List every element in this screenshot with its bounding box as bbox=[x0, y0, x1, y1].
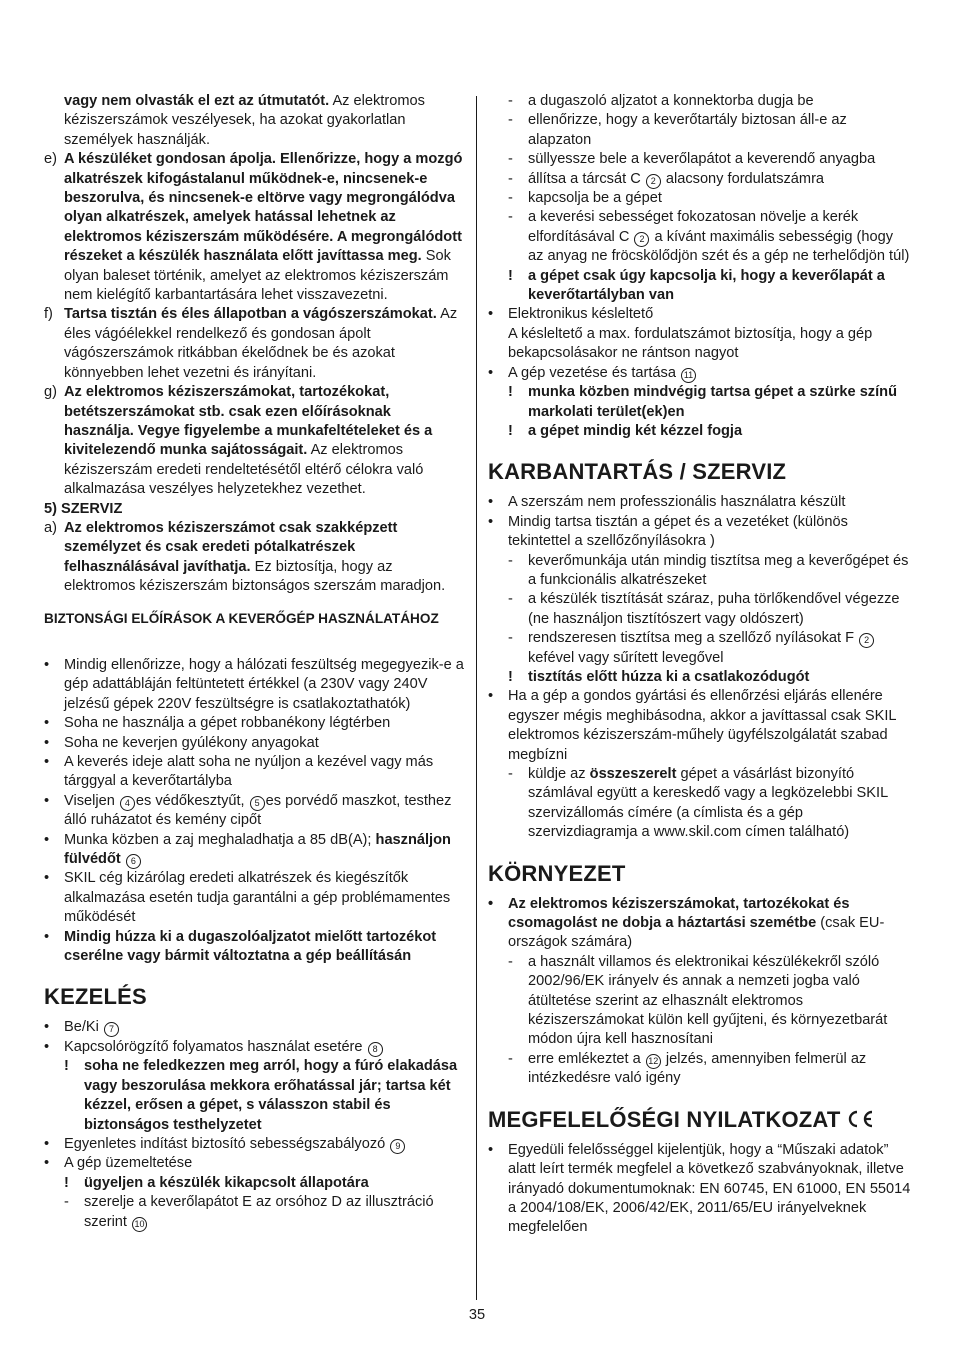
warning-item: ! tisztítás előtt húzza ki a csatlakozódugót bbox=[508, 668, 810, 685]
dash-item: - süllyessze bele a keverőlapátot a keverendő anyagba bbox=[508, 151, 876, 168]
dash-item: - a használt villamos és elektronikai készülékekről szóló 2002/96/EK irányelv és annak a nemzeti jogba való átültetése szerint az elhasznált elektromos kéziszerszámokat külön kell gyűjteni, és környezetbarát módon újra kell hasznosítani bbox=[508, 953, 888, 1048]
bullet-item: • Egyenletes indítást biztosító sebességszabályozó 9 bbox=[44, 1135, 464, 1154]
bullet-item: • Soha ne használja a gépet robbanékony légtérben bbox=[44, 715, 391, 732]
bullet-item: • A keverés ideje alatt soha ne nyúljon a kezével vagy más tárggyal a keverőtartályba bbox=[44, 754, 434, 790]
dash-item: - a dugaszoló aljzatot a konnektorba dugja be bbox=[508, 93, 814, 109]
warning-item: ! a gépet mindig két kézzel fogja bbox=[508, 422, 743, 439]
bullet-item: • SKIL cég kizárólag eredeti alkatrészek és kiegészítők alkalmazása esetén tudja garantálni a gép problémamentes működését bbox=[44, 870, 451, 926]
warning-item: ! a gépet csak úgy kapcsolja ki, hogy a keverőlapát a keverőtartályban van bbox=[508, 267, 885, 304]
circled-number-icon: 2 bbox=[859, 633, 874, 648]
circled-number-icon: 11 bbox=[681, 368, 696, 383]
dash-item: - a készülék tisztítását száraz, puha törlőkendővel végezze (ne használjon tisztítószert vagy oldószert) bbox=[508, 591, 900, 627]
circled-number-icon: 12 bbox=[646, 1054, 661, 1069]
circled-number-icon: 5 bbox=[250, 796, 265, 811]
bullet-item: • Kapcsolórögzítő folyamatos használat esetére 8 bbox=[44, 1038, 464, 1057]
circled-number-icon: 2 bbox=[634, 232, 649, 247]
dash-item: - erre emlékeztet a 12 jelzés, amennyiben felmerül az intézkedésre való igény bbox=[508, 1050, 867, 1087]
warning-item: ! soha ne feledkezzen meg arról, hogy a fúró elakadása vagy beszorulása mekkora erőhatással jár; tartsa két kézzel, erősen a gépet, s válasszon stabil és biztonságos testhelyzetet bbox=[64, 1058, 458, 1133]
ce-mark-icon bbox=[845, 1109, 875, 1129]
bullet-item: • Viseljen 4 es védőkesztyűt, 5 es porvédő maszkot, testhez álló ruházatot és kemény cipőt bbox=[44, 792, 452, 829]
bullet-item: • Be/Ki 7 bbox=[44, 1018, 464, 1037]
dash-item: - a keverési sebességet fokozatosan növelje a kerék elfordításával C 2 a kívánt maximális sebességig (hogy az anyag ne fröcskölődjön szét és a gép ne terhelődjön túl) bbox=[508, 209, 910, 265]
circled-number-icon: 4 bbox=[120, 796, 135, 811]
section-title-karbantartas: KARBANTARTÁS / SZERVIZ bbox=[488, 459, 787, 485]
section-title-kezeles: KEZELÉS bbox=[44, 984, 147, 1010]
bullet-item: • Mindig ellenőrizze, hogy a hálózati feszültség megegyezik-e a gép adattábláján feltüntetett értékkel (a 230V vagy 240V jelzésű gépek 220V feszültségre is csatlakoztathatók) bbox=[44, 656, 464, 712]
left-column bbox=[44, 92, 464, 1232]
circled-number-icon: 8 bbox=[368, 1042, 383, 1057]
dash-item: - küldje az összeszerelt gépet a vásárlást bizonyító számlával együtt a kereskedő vagy a legközelebbi SKIL szervizállomás címére (a címlista és a gép szervizdiagramja a www.skil.com címen található) bbox=[508, 766, 888, 841]
bullet-item: • A szerszám nem professzionális használatra készült bbox=[488, 494, 846, 511]
safety-heading: BIZTONSÁGI ELŐÍRÁSOK A KEVERŐGÉP HASZNÁLATÁHOZ bbox=[44, 610, 439, 626]
bullet-item: • Munka közben a zaj meghaladhatja a 85 dB(A); használjon fülvédőt 6 bbox=[44, 831, 451, 868]
bullet-item: • Soha ne keverjen gyúlékony anyagokat bbox=[44, 734, 319, 751]
bullet-item: • A gép vezetése és tartása 11 bbox=[488, 364, 912, 383]
right-column bbox=[488, 92, 912, 1238]
dash-item: - rendszeresen tisztítsa meg a szellőző nyílásokat F 2 kefével vagy sűrített levegővel bbox=[508, 629, 912, 668]
list-item-f: f) Tartsa tisztán és éles állapotban a vágószerszámokat. Az éles vágóélekkel rendelkező és gondosan ápolt vágószerszámok ritkábban ékelődnek be és azokat könnyebben lehet vezetni és irányítani. bbox=[44, 306, 458, 381]
bullet-item: • Az elektromos kéziszerszámokat, tartozékokat és csomagolást ne dobja a háztartási szemétbe (csak EU-országok számára) bbox=[488, 895, 885, 951]
list-item-a: a) Az elektromos kéziszerszámot csak szakképzett személyzet és csak eredeti pótalkatrészek felhasználásával javíthatja. Ez biztosítja, hogy az elektromos kéziszerszám biztonságos szerszám maradjon. bbox=[44, 519, 446, 595]
circled-number-icon: 10 bbox=[132, 1217, 147, 1232]
column-divider bbox=[476, 96, 477, 1300]
list-item-e: e) A készüléket gondosan ápolja. Ellenőrizze, hogy a mozgó alkatrészek kifogástalanul működnek-e, nincsenek-e beszorulva, és nincsenek-e eltörve vagy megrongálódva olyan alkatrészek, amelyek hatással lehetnek az elektromos kéziszerszám működésére. A megrongálódott részeket a készülék használata előtt javíttassa meg. Sok olyan baleset történik, amelyet az elektromos kéziszerszám nem kielégítő karbantartására lehet visszavezetni. bbox=[44, 151, 463, 304]
bullet-item: • Ha a gép a gondos gyártási és ellenőrzési eljárás ellenére egyszer mégis meghibásodna, akkor a javíttassal csak SKIL elektromos kéziszerszám-műhely ügyfélszolgálatát szabad megbízni bbox=[488, 688, 897, 763]
circled-number-icon: 2 bbox=[646, 174, 661, 189]
section-title-megfelelosegi: MEGFELELŐSÉGI NYILATKOZAT bbox=[488, 1107, 912, 1133]
section-heading-szerviz: 5) SZERVIZ bbox=[44, 500, 123, 517]
dash-item: - keverőmunkája után mindig tisztítsa meg a keverőgépet és a funkcionális alkatrészeket bbox=[508, 552, 909, 588]
list-item-g: g) Az elektromos kéziszerszámokat, tartozékokat, betétszerszámokat stb. csak ezen előírásoknak használja. Vegye figyelembe a munkafeltételeket és a kivitelezendő munka sajátosságait. Az elektromos kéziszerszám eredeti rendeltetésétől eltérő célokra való alkalmazása veszélyes helyzetekhez vezethet. bbox=[44, 384, 433, 498]
warning-item: ! munka közben mindvégig tartsa gépet a szürke színű markolati terület(ek)en bbox=[508, 384, 897, 420]
circled-number-icon: 7 bbox=[104, 1022, 119, 1037]
circled-number-icon: 6 bbox=[126, 854, 141, 869]
page-number: 35 bbox=[468, 1307, 486, 1323]
dash-item: - ellenőrizze, hogy a keverőtartály biztosan áll-e az alapzaton bbox=[508, 112, 847, 148]
dash-item: - szerelje a keverőlapátot E az orsóhoz D az illusztráció szerint 10 bbox=[64, 1194, 434, 1230]
bullet-item: • Egyedüli felelősséggel kijelentjük, hogy a “Műszaki adatok” alatt leírt termék megfelel a következő szabványoknak, illetve irányadó dokumentumoknak: EN 60745, EN 61000, EN 55014 a 2004/108/EK, 2006/42/EK, 2011/65/EU irányelveknek megfelelően bbox=[488, 1141, 911, 1236]
bullet-item: • Elektronikus késleltető A késleltető a max. fordulatszámot biztosítja, hogy a gép bekapcsolásakor ne rántson nagyot bbox=[488, 306, 873, 362]
list-item: vagy nem olvasták el ezt az útmutatót. Az elektromos kéziszerszámok veszélyesek, ha azokat gyakorlatlan személyek használják. bbox=[64, 93, 425, 148]
section-title-kornyezet: KÖRNYEZET bbox=[488, 860, 626, 886]
bullet-item: • Mindig tartsa tisztán a gépet és a vezetéket (különös tekintettel a szellőzőnyílásokra ) bbox=[488, 513, 848, 550]
circled-number-icon: 9 bbox=[390, 1139, 405, 1154]
bullet-item: • Mindig húzza ki a dugaszolóaljzatot mielőtt tartozékot cserélne vagy bármit változtatna a gép beállításán bbox=[44, 928, 437, 965]
dash-item: - kapcsolja be a gépet bbox=[508, 190, 662, 207]
bullet-item: • A gép üzemeltetése bbox=[44, 1155, 193, 1172]
warning-item: ! ügyeljen a készülék kikapcsolt állapotára bbox=[64, 1174, 369, 1191]
dash-item: - állítsa a tárcsát C 2 alacsony fordulatszámra bbox=[508, 170, 825, 187]
